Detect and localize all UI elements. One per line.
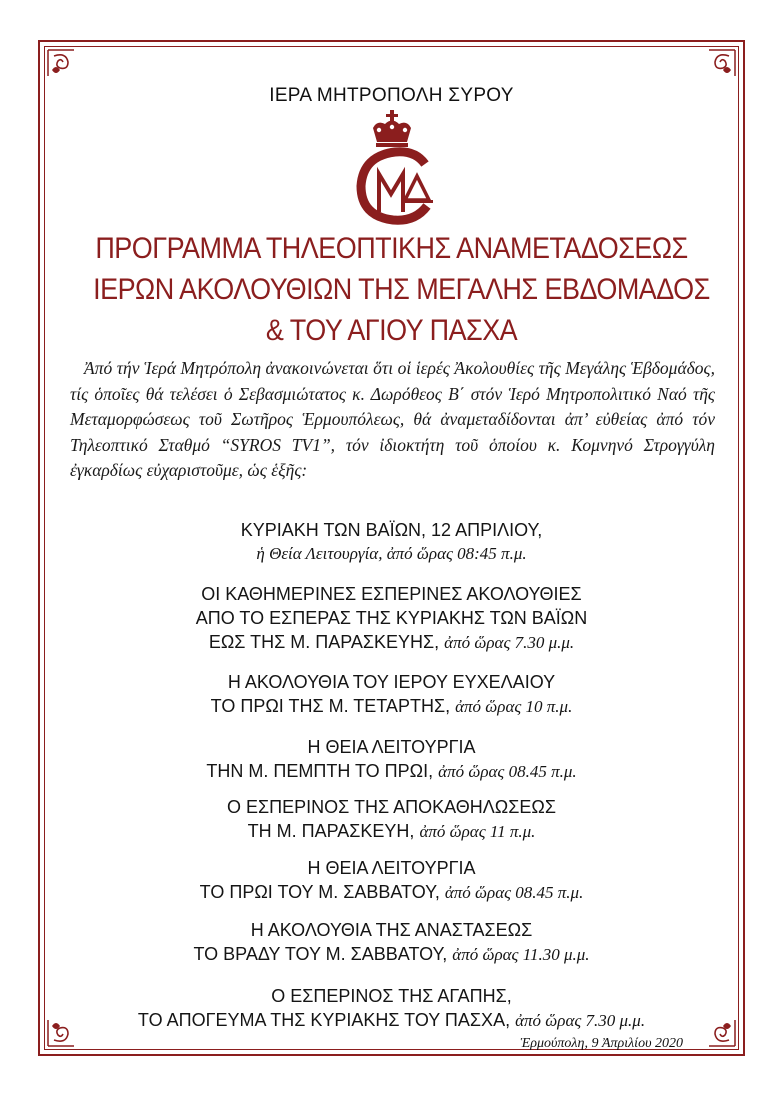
schedule-item-time: ἀπό ὥρας 11.30 μ.μ. (452, 945, 590, 964)
schedule-item (60, 670, 723, 719)
schedule-item-time: ἀπό ὥρας 10 π.μ. (455, 697, 573, 716)
schedule-item-time: ἀπό ὥρας 08.45 π.μ. (444, 883, 584, 902)
schedule-item-time: ἀπό ὥρας 11 π.μ. (419, 822, 536, 841)
corner-ornament-icon (46, 48, 76, 78)
schedule-item-subtitle: ΤΗΝ Μ. ΠΕΜΠΤΗ ΤΟ ΠΡΩΙ, (206, 761, 434, 781)
schedule-item-title: ΚΥΡΙΑΚΗ ΤΩΝ ΒΑΪΩΝ, 12 ΑΠΡΙΛΙΟΥ, (240, 520, 543, 540)
schedule-item (60, 735, 723, 784)
schedule-item-title: Η ΘΕΙΑ ΛΕΙΤΟΥΡΓΙΑ (307, 737, 476, 757)
schedule-item-time: ἀπό ὥρας 7.30 μ.μ. (444, 633, 575, 652)
schedule-item-subtitle: ΤΟ ΠΡΩΙ ΤΟΥ Μ. ΣΑΒΒΑΤΟΥ, (199, 882, 440, 902)
issuer-header: ΙΕΡΑ ΜΗΤΡΟΠΟΛΗ ΣΥΡΟΥ (269, 85, 514, 106)
schedule-item-subtitle: ΤΟ ΠΡΩΙ ΤΗΣ Μ. ΤΕΤΑΡΤΗΣ, (210, 696, 451, 716)
schedule-item-title: Η ΘΕΙΑ ΛΕΙΤΟΥΡΓΙΑ (307, 858, 476, 878)
title-line-2: ΙΕΡΩΝ ΑΚΟΛΟΥΘΙΩΝ ΤΗΣ ΜΕΓΑΛΗΣ ΕΒΔΟΜΑΔΟΣ (93, 273, 710, 306)
metropolis-emblem-icon (343, 108, 441, 226)
schedule-item-subtitle: ΤΗ Μ. ΠΑΡΑΣΚΕΥΗ, (247, 821, 415, 841)
schedule-item (60, 582, 723, 655)
schedule-item-subtitle: ΤΟ ΑΠΟΓΕΥΜΑ ΤΗΣ ΚΥΡΙΑΚΗΣ ΤΟΥ ΠΑΣΧΑ, (137, 1010, 511, 1030)
schedule-item-subtitle: ΕΩΣ ΤΗΣ Μ. ΠΑΡΑΣΚΕΥΗΣ, (208, 632, 440, 652)
corner-ornament-icon (707, 48, 737, 78)
schedule-item (60, 856, 723, 905)
schedule-item (60, 518, 723, 566)
place-date-line: Ἑρμούπολη, 9 Ἀπριλίου 2020 (520, 1036, 683, 1051)
title-line-3: & ΤΟΥ ΑΓΙΟΥ ΠΑΣΧΑ (265, 314, 518, 347)
announcement-paragraph: Ἀπό τήν Ἱερά Μητρόπολη ἀνακοινώνεται ὅτι οἱ ἱερές Ἀκολουθίες τῆς Μεγάλης Ἑβδομάδος, τίς ὁποῖες θά τελέσει ὁ Σεβασμιώτατος κ. Δωρόθεος Β΄ στόν Ἱερό Μητροπολιτικό Ναό τῆς Μεταμορφώσεως τοῦ Σωτῆρος Ἑρμουπόλεως, θά ἀναμεταδίδονται ἀπ’ εὐθείας ἀπό τόν Τηλεοπτικό Σταθμό “SYROS TV1”, τόν ἰδιοκτήτη τοῦ ὁποίου κ. Κομνηνό Στρογγύλη ἐγκαρδίως εὐχαριστοῦμε, ὡς ἑξῆς: (70, 358, 715, 480)
title-line-1: ΠΡΟΓΡΑΜΜΑ ΤΗΛΕΟΠΤΙΚΗΣ ΑΝΑΜΕΤΑΔΟΣΕΩΣ (95, 232, 688, 265)
schedule-item-title: Η ΑΚΟΛΟΥΘΙΑ ΤΗΣ ΑΝΑΣΤΑΣΕΩΣ (250, 920, 533, 940)
schedule-item-time: ἡ Θεία Λειτουργία, ἀπό ὥρας 08:45 π.μ. (256, 544, 527, 563)
schedule-item (60, 984, 723, 1033)
schedule-item-time: ἀπό ὥρας 7.30 μ.μ. (515, 1011, 646, 1030)
schedule-item-subtitle: ΤΟ ΒΡΑΔΥ ΤΟΥ Μ. ΣΑΒΒΑΤΟΥ, (193, 944, 448, 964)
schedule-item-time: ἀπό ὥρας 08.45 π.μ. (438, 762, 577, 781)
schedule-item-subtitle: ΑΠΟ ΤΟ ΕΣΠΕΡΑΣ ΤΗΣ ΚΥΡΙΑΚΗΣ ΤΩΝ ΒΑΪΩΝ (195, 608, 588, 628)
schedule-item (60, 918, 723, 967)
schedule-item-title: Η ΑΚΟΛΟΥΘΙΑ ΤΟΥ ΙΕΡΟΥ ΕΥΧΕΛΑΙΟΥ (227, 672, 556, 692)
schedule-item-title: ΟΙ ΚΑΘΗΜΕΡΙΝΕΣ ΕΣΠΕΡΙΝΕΣ ΑΚΟΛΟΥΘΙΕΣ (201, 584, 582, 604)
schedule-item-title: Ο ΕΣΠΕΡΙΝΟΣ ΤΗΣ ΑΠΟΚΑΘΗΛΩΣΕΩΣ (227, 797, 556, 817)
schedule-item (60, 795, 723, 844)
schedule-item-title: Ο ΕΣΠΕΡΙΝΟΣ ΤΗΣ ΑΓΑΠΗΣ, (271, 986, 512, 1006)
